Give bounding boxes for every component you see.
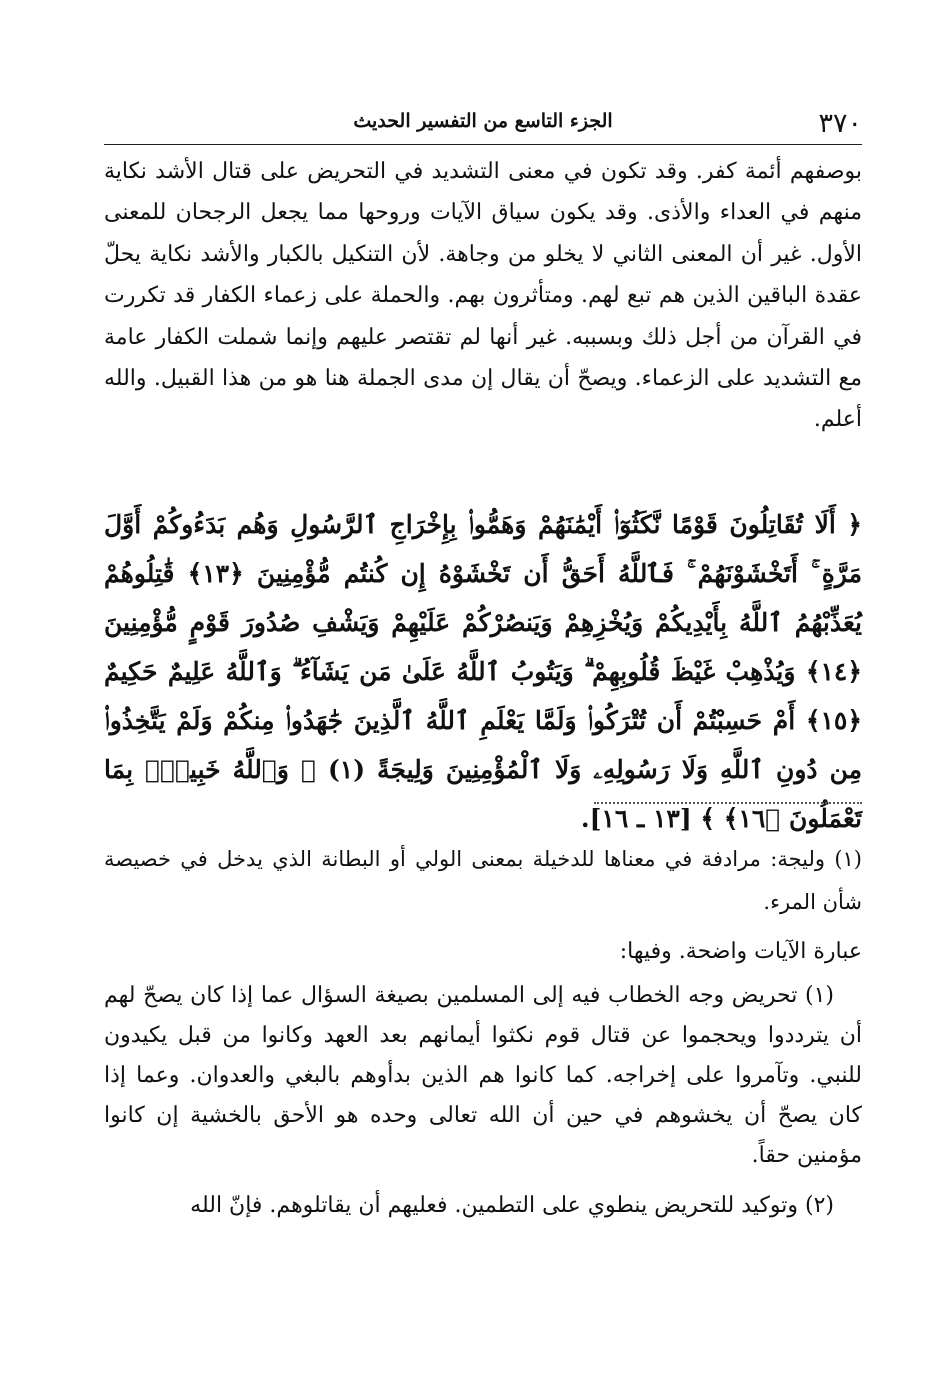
body-paragraph: بوصفهم أئمة كفر. وقد تكون في معنى التشديد في التحريض على قتال الأشد نكاية منهم في العداء والأذى. وقد يكون سياق الآيات وروحها مما يجعل الرجحان للمعنى الأول. غير أن المعنى الثاني لا يخلو من وجاهة. لأن التنكيل بالكبار والأشد نكاية يحلّ عقدة الباقين الذين هم تبع لهم. ومتأثرون بهم. والحملة على زعماء الكفار قد تكررت في القرآن من أجل ذلك وبسببه. غير أنها لم تقتصر عليهم وإنما شملت الكفار عامة مع التشديد على الزعماء. ويصحّ أن يقال إن مدى الجملة هنا هو من هذا القبيل. والله أعلم. <box>104 159 862 433</box>
footnote-separator <box>594 802 862 804</box>
page-number: ٣٧٠ <box>818 108 862 139</box>
quran-verse: ﴿ أَلَا تُقَاتِلُونَ قَوْمًا نَّكَثُوٓا۟ أَيْمَٰنَهُمْ وَهَمُّوا۟ بِإِخْرَاجِ ٱلرَّسُولِ وَهُم بَدَءُوكُمْ أَوَّلَ مَرَّةٍ ۚ أَتَخْشَوْنَهُمْ ۚ فَٱللَّهُ أَحَقُّ أَن تَخْشَوْهُ إِن كُنتُم مُّؤْمِنِينَ ﴿١٣﴾ قَٰتِلُوهُمْ يُعَذِّبْهُمُ ٱللَّهُ بِأَيْدِيكُمْ وَيُخْزِهِمْ وَيَنصُرْكُمْ عَلَيْهِمْ وَيَشْفِ صُدُورَ قَوْمٍ مُّؤْمِنِينَ ﴿١٤﴾ وَيُذْهِبْ غَيْظَ قُلُوبِهِمْ ۗ وَيَتُوبُ ٱللَّهُ عَلَىٰ مَن يَشَآءُ ۗ وَٱللَّهُ عَلِيمٌ حَكِيمٌ ﴿١٥﴾ أَمْ حَسِبْتُمْ أَن تُتْرَكُوا۟ وَلَمَّا يَعْلَمِ ٱللَّهُ ٱلَّذِينَ جَٰهَدُوا۟ مِنكُمْ وَلَمْ يَتَّخِذُوا۟ مِن دُونِ ٱللَّهِ وَلَا رَسُولِهِۦ وَلَا ٱلْمُؤْمِنِينَ وَلِيجَةً (١) ۚ وَٱللَّهُ خَبِيرٌۢ بِمَا تَعْمَلُونَ ﴿١٦﴾ ﴾ [١٣ ـ ١٦]. <box>104 510 862 833</box>
commentary-intro: عبارة الآيات واضحة. وفيها: <box>619 939 862 964</box>
quran-verse-block <box>104 500 862 843</box>
commentary-point: (١) تحريض وجه الخطاب فيه إلى المسلمين بصيغة السؤال عما إذا كان يصحّ لهم أن يترددوا ويحجموا عن قتال قوم نكثوا أيمانهم بعد العهد وكانوا من قبل يكيدون للنبي. وتآمروا على إخراجه. كما كانوا هم الذين بدأوهم بالبغي والعدوان. وعما إذا كان يصحّ أن يخشوهم في حين أن الله تعالى وحده هو الأحق بالخشية إن كانوا مؤمنين حقاً. <box>104 983 862 1168</box>
running-title: الجزء التاسع من التفسير الحديث <box>353 110 613 132</box>
body-text <box>104 151 862 441</box>
footnote-text: (١) وليجة: مرادفة في معناها للدخيلة بمعنى الولي أو البطانة الذي يدخل في خصيصة شأن المرء. <box>104 847 862 914</box>
commentary-block <box>104 932 862 1236</box>
page-header <box>104 104 862 145</box>
footnote-block <box>104 838 862 924</box>
commentary-point: (٢) وتوكيد للتحريض ينطوي على التطمين. فعليهم أن يقاتلوهم. فإنّ الله <box>190 1193 834 1218</box>
